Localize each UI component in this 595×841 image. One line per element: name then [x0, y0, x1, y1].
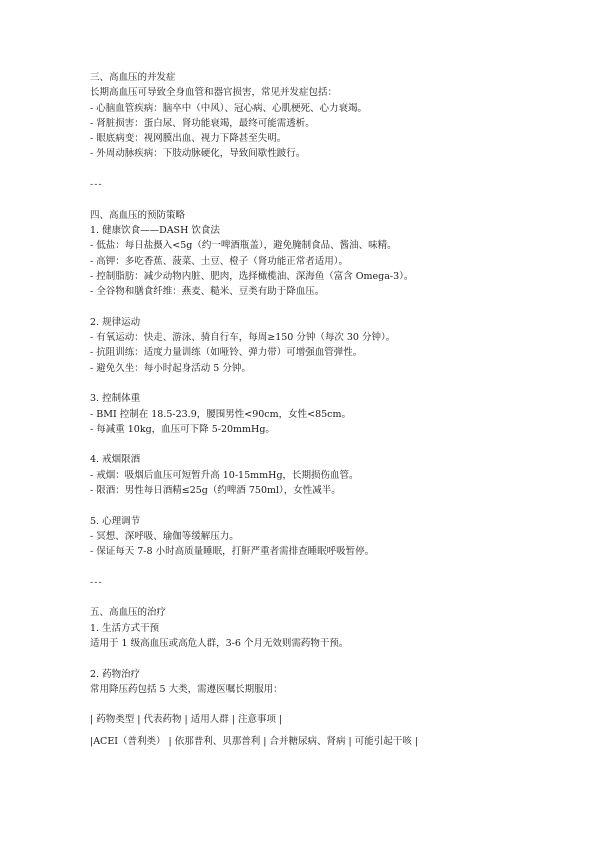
list-item: - 冥想、深呼吸、瑜伽等缓解压力。	[90, 530, 239, 542]
list-item: - 避免久坐：每小时起身活动 5 分钟。	[90, 362, 251, 374]
list-item: - 心脑血管疾病：脑卒中（中风）、冠心病、心肌梗死、心力衰竭。	[90, 102, 367, 114]
spacer	[90, 376, 535, 391]
spacer	[90, 299, 535, 314]
subsection-heading: 2. 规律运动	[90, 316, 141, 328]
list-item: - 外周动脉疾病：下肢动脉硬化，导致间歇性跛行。	[90, 148, 306, 160]
spacer	[90, 651, 535, 666]
section-title-complications: 三、高血压的并发症	[90, 72, 176, 83]
spacer	[90, 162, 535, 177]
spacer	[90, 192, 535, 207]
list-item: - 保证每天 7-8 小时高质量睡眠，打鼾严重者需排查睡眠呼吸暂停。	[90, 546, 375, 558]
list-item: - 抗阻训练：适度力量训练（如哑铃、弹力带）可增强血管弹性。	[90, 347, 363, 359]
horizontal-separator: ---	[90, 576, 103, 588]
spacer	[90, 697, 535, 712]
section-title-prevention: 四、高血压的预防策略	[90, 209, 186, 221]
subsection-heading: 1. 生活方式干预	[90, 622, 160, 634]
horizontal-separator: ---	[90, 179, 103, 191]
subsection-heading: 5. 心理调节	[90, 515, 141, 527]
list-item: - 戒烟：吸烟后血压可短暂升高 10-15mmHg，长期损伤血管。	[90, 469, 359, 481]
list-item: - 控制脂肪：减少动物内脏、肥肉，选择橄榄油、深海鱼（富含 Omega-3）。	[90, 270, 414, 282]
list-item: - 高钾：多吃香蕉、菠菜、土豆、橙子（肾功能正常者适用）。	[90, 255, 348, 267]
table-header-row: | 药物类型 | 代表药物 | 适用人群 | 注意事项 |	[90, 714, 283, 726]
spacer	[90, 498, 535, 513]
list-item: - BMI 控制在 18.5-23.9，腰围男性<90cm，女性<85cm。	[90, 408, 351, 420]
subsection-heading: 2. 药物治疗	[90, 668, 141, 680]
paragraph-line: 常用降压药包括 5 大类，需遵医嘱长期服用：	[90, 683, 283, 695]
list-item: - 限酒：男性每日酒精≤25g（约啤酒 750ml），女性减半。	[90, 485, 341, 497]
list-item: - 全谷物和膳食纤维：燕麦、糙米、豆类有助于降血压。	[90, 286, 325, 298]
list-item: - 有氧运动：快走、游泳、骑自行车，每周≥150 分钟（每次 30 分钟）。	[90, 332, 396, 344]
list-item: - 低盐：每日盐摄入<5g（约一啤酒瓶盖），避免腌制食品、酱油、味精。	[90, 240, 397, 252]
spacer	[90, 560, 535, 575]
spacer	[90, 590, 535, 605]
list-item: - 眼底病变：视网膜出血、视力下降甚至失明。	[90, 133, 287, 145]
paragraph-line: 长期高血压可导致全身血管和器官损害，常见并发症包括：	[90, 87, 338, 99]
subsection-heading: 1. 健康饮食——DASH 饮食法	[90, 224, 220, 236]
subsection-heading: 3. 控制体重	[90, 393, 141, 405]
subsection-heading: 4. 戒烟限酒	[90, 454, 141, 466]
table-row: |ACEI（普利类） | 依那普利、贝那普利 | 合并糖尿病、肾病 | 可能引起干咳 |	[90, 735, 418, 747]
list-item: - 每减重 10kg，血压可下降 5-20mmHg。	[90, 423, 275, 435]
spacer	[90, 437, 535, 452]
paragraph-line: 适用于 1 级高血压或高危人群，3-6 个月无效则需药物干预。	[90, 637, 349, 649]
section-title-treatment: 五、高血压的治疗	[90, 607, 167, 619]
list-item: - 肾脏损害：蛋白尿、肾功能衰竭，最终可能需透析。	[90, 117, 315, 129]
